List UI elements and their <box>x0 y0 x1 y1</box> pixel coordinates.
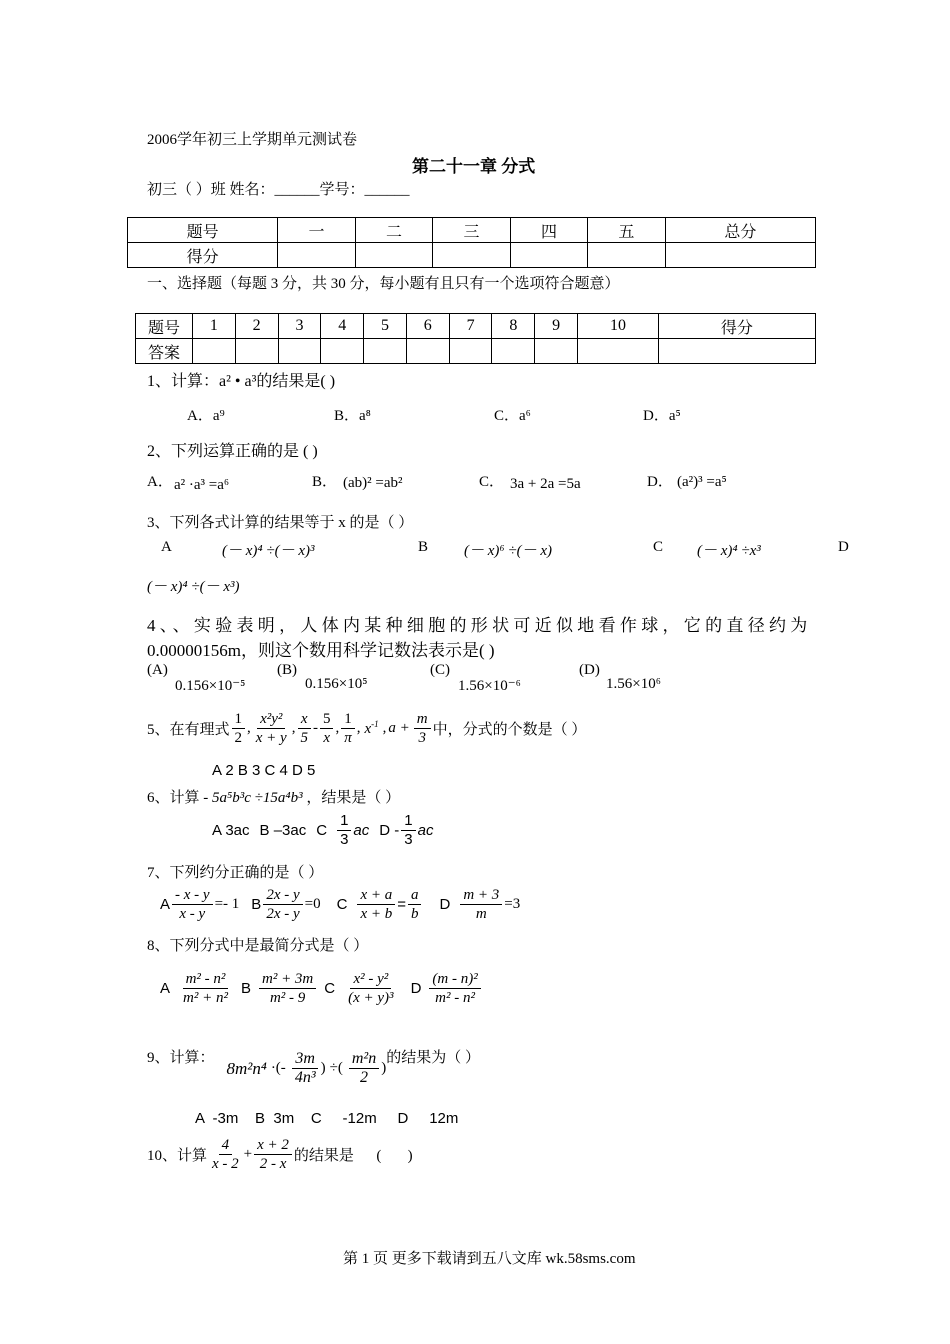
q4-option-b-label: (B) <box>277 662 297 678</box>
answer-cell[interactable] <box>364 339 407 364</box>
q2-option-d: (a²)³ =a⁵ <box>677 474 727 490</box>
q9-line <box>147 1046 480 1087</box>
q8-option-a-fraction: $\frac{\text{m² - n²}}{\text{m² + n²}}$ <box>183 971 228 1006</box>
q2-stem: 2、下列运算正确的是 ( ) <box>147 443 318 460</box>
q4-option-c-label: (C) <box>430 662 450 678</box>
q8-options <box>160 970 483 1007</box>
q6-prefix: 6、计算 <box>147 790 200 806</box>
q5-prefix: 5、在有理式 <box>147 722 230 738</box>
q7-options: A $\frac{- x - y}{x - y}$ =- 1 B $\frac{2x - y}{2x - y}$ =0 C $\frac{x + a}{x + b}$ = $\frac{a}{b}$ D $\frac{m + 3}{m}$ =3 <box>160 887 521 922</box>
q7-option-c-result: $\frac{a}{b}$ <box>408 886 422 923</box>
score-cell[interactable] <box>510 243 587 268</box>
q9-fraction-2: $\frac{\text{m²n}}{2}$ <box>349 1050 379 1087</box>
score-table-header: 总分 <box>665 218 815 243</box>
answer-cell[interactable] <box>492 339 535 364</box>
answer-table-header: 得分 <box>658 314 815 339</box>
q7-option-d-fraction: $\frac{m + 3}{m}$ <box>460 886 502 923</box>
section-heading: 一、选择题（每题 3 分，共 30 分，每小题有且只有一个选项符合题意） <box>147 276 620 292</box>
q7-option-b-label: B <box>251 896 262 913</box>
q4-option-c: 1.56×10⁻⁶ <box>458 678 521 694</box>
score-row-label: 得分 <box>128 243 278 268</box>
score-table-header: 一 <box>278 218 355 243</box>
answer-cell[interactable] <box>578 339 659 364</box>
score-table-header: 题号 <box>128 218 278 243</box>
q5-fraction-2: $\frac{\text{x²y²}}{x + y}$ <box>255 711 287 746</box>
q7-option-d-label: D <box>439 896 451 913</box>
q2-option-a: a² ·a³ =a⁶ <box>174 477 230 493</box>
answer-cell[interactable] <box>235 339 278 364</box>
q4-stem-line1: 4、、实验表明，人体内某种细胞的形状可近似地看作球，它的直径约为 <box>147 616 812 635</box>
q8-option-b-label: B <box>240 980 251 997</box>
q1-stem: 1、计算：a² • a³的结果是( ) <box>147 373 336 390</box>
q5-options: A 2 B 3 C 4 D 5 <box>212 762 316 779</box>
answer-table-header: 3 <box>278 314 321 339</box>
q10-prefix: 10、计算 <box>147 1148 208 1164</box>
q4-option-d: 1.56×10⁶ <box>606 676 661 692</box>
q5-fraction-5: $\frac{1}{\pi}$ <box>341 710 355 747</box>
answer-table-header: 1 <box>193 314 236 339</box>
answer-table <box>135 313 816 364</box>
q2-option-c: 3a + 2a =5a <box>510 476 581 492</box>
score-table-header: 四 <box>510 218 587 243</box>
q6-option-a: A 3ac <box>212 822 250 839</box>
q6-expression: - 5a⁵b³c ÷15a⁴b³ <box>203 790 303 806</box>
q8-stem: 8、下列分式中是最简分式是（ ） <box>147 938 369 954</box>
answer-table-header: 9 <box>535 314 578 339</box>
q2-option-b: (ab)² =ab² <box>343 475 403 491</box>
q10-fraction-1: $\frac{4}{x - 2}$ <box>212 1137 239 1172</box>
q3-option-d-label: D <box>838 539 849 555</box>
q4-option-b: 0.156×10⁵ <box>305 676 368 692</box>
q3-option-d: (－ x)⁴ ÷(－ x³) <box>147 579 240 595</box>
score-table-header: 三 <box>433 218 510 243</box>
answer-cell[interactable] <box>321 339 364 364</box>
q7-option-a-fraction: $\frac{- x - y}{x - y}$ <box>172 886 213 923</box>
q7-option-b-fraction: $\frac{2x - y}{2x - y}$ <box>263 886 302 923</box>
q6-option-c-fraction: $\frac{1}{3}$ <box>337 812 351 849</box>
q5-term-xinv: $x^{-1}$ <box>364 719 379 737</box>
answer-cell[interactable] <box>535 339 578 364</box>
chapter-title: 第二十一章 分式 <box>412 157 536 176</box>
q4-stem-line2: 0.00000156m，则这个数用科学记数法表示是( ) <box>147 641 495 660</box>
student-info-line: 初三（ ）班 姓名：______学号：______ <box>147 182 410 198</box>
q1-option-b: B．a⁸ <box>334 408 371 424</box>
q4-option-a-label: (A) <box>147 662 168 678</box>
q9-suffix: 的结果为（ ） <box>386 1050 480 1066</box>
answer-table-header: 5 <box>364 314 407 339</box>
q6-options: A 3ac B –3ac C $\frac{1}{3}$ ac D - $\frac{1}{3}$ ac <box>212 812 434 848</box>
q3-option-b: (－ x)⁶ ÷(－ x) <box>464 543 552 559</box>
score-cell[interactable] <box>588 243 665 268</box>
q8-option-b-fraction: $\frac{\text{m² + 3m}}{\text{m² - 9}}$ <box>259 970 316 1007</box>
q3-stem: 3、下列各式计算的结果等于 x 的是（ ） <box>147 515 414 531</box>
q3-option-a-label: A <box>161 539 172 555</box>
q5-fraction-3: $\frac{x}{5}$ <box>297 710 311 747</box>
q4-option-a: 0.156×10⁻⁵ <box>175 678 246 694</box>
q7-stem: 7、下列约分正确的是（ ） <box>147 865 324 881</box>
q9-options: A -3m B 3m C -12m D 12m <box>195 1110 459 1127</box>
answer-table-header: 8 <box>492 314 535 339</box>
answer-cell[interactable] <box>193 339 236 364</box>
q3-option-a: (－ x)⁴ ÷(－ x)³ <box>222 543 315 559</box>
q6-line <box>147 786 400 807</box>
q5-fraction-1: $\frac{1}{2}$ <box>232 710 246 747</box>
q6-option-d-label: D - <box>379 822 400 839</box>
answer-table-header: 6 <box>406 314 449 339</box>
answer-table-header: 4 <box>321 314 364 339</box>
q6-option-c-label: C <box>316 822 328 839</box>
page-footer: 第 1 页 更多下载请到五八文库 wk.58sms.com <box>343 1251 636 1267</box>
q8-option-d-fraction: $\frac{\text{(m - n)²}}{\text{m² - n²}}$ <box>429 970 480 1007</box>
score-table-header: 五 <box>588 218 665 243</box>
q6-option-b: B –3ac <box>259 822 307 839</box>
q10-fraction-2: $\frac{x + 2}{2 - x}$ <box>254 1136 292 1173</box>
q6-option-d-fraction: $\frac{1}{3}$ <box>401 812 415 849</box>
q2-option-c-label: C． <box>479 474 505 490</box>
answer-table-header: 2 <box>235 314 278 339</box>
q1-option-d: D．a⁵ <box>643 408 681 424</box>
exam-subtitle: 2006学年初三上学期单元测试卷 <box>147 132 358 148</box>
q9-fraction-1: $\frac{3m}{\text{4n³}}$ <box>292 1050 319 1087</box>
q3-option-c: (－ x)⁴ ÷x³ <box>697 543 761 559</box>
answer-table-header: 题号 <box>136 314 193 339</box>
q5-fraction-4: $\frac{5}{x}$ <box>320 710 334 747</box>
q5-term-a: a + <box>388 720 410 736</box>
answer-cell[interactable] <box>658 339 815 364</box>
answer-cell[interactable] <box>406 339 449 364</box>
q10-suffix: 的结果是 ( ) <box>293 1148 413 1164</box>
q10-line: 10、计算 $\frac{4}{x - 2}$ + $\frac{x + 2}{2 - x}$ 的结果是 ( ) <box>147 1137 413 1172</box>
answer-cell[interactable] <box>449 339 492 364</box>
answer-row-label: 答案 <box>136 339 193 364</box>
score-table <box>127 217 816 268</box>
q4-option-d-label: (D) <box>579 662 600 678</box>
q5-fraction-6: $\frac{m}{3}$ <box>414 710 431 747</box>
q6-suffix: ，结果是（ ） <box>306 790 401 806</box>
score-cell[interactable] <box>665 243 815 268</box>
q1-option-c: C．a⁶ <box>494 408 531 424</box>
score-cell[interactable] <box>278 243 355 268</box>
q9-expression: 8m²n⁴ ·(- $\frac{3m}{\text{4n³}}$ ) ÷( $\frac{\text{m²n}}{2}$ ) <box>226 1050 387 1086</box>
q2-option-d-label: D． <box>647 474 673 490</box>
score-cell[interactable] <box>433 243 510 268</box>
q8-option-d-label: D <box>410 980 422 997</box>
q5-suffix: 中，分式的个数是（ ） <box>432 722 587 738</box>
q3-option-c-label: C <box>653 539 664 555</box>
q1-option-a: A．a⁹ <box>187 408 225 424</box>
score-table-header: 二 <box>355 218 432 243</box>
q8-option-a-label: A <box>160 980 171 997</box>
q2-option-b-label: B． <box>312 474 338 490</box>
answer-cell[interactable] <box>278 339 321 364</box>
q7-option-a-label: A <box>160 896 171 913</box>
answer-table-header: 7 <box>449 314 492 339</box>
score-cell[interactable] <box>355 243 432 268</box>
q8-option-c-label: C <box>324 980 336 997</box>
q9-prefix: 9、计算： <box>147 1050 215 1066</box>
q7-option-c-label: C <box>336 896 348 913</box>
q8-option-c-fraction: $\frac{\text{x² - y²}}{\text{(x + y)³}}$ <box>348 971 394 1006</box>
q5-line: 5、在有理式 $\frac{1}{2}$ , $\frac{\text{x²y²}}{x + y}$ , $\frac{x}{5}$ - $\frac{5}{x}$ , $\frac{1}{\pi}$ , $x^{-1}$ , a + $\frac{m}{3}$ 中，分式的个数是（ ） <box>147 711 587 746</box>
q2-option-a-label: A． <box>147 474 173 490</box>
q7-option-c-fraction: $\frac{x + a}{x + b}$ <box>357 886 395 923</box>
q3-option-b-label: B <box>418 539 429 555</box>
answer-table-header: 10 <box>578 314 659 339</box>
